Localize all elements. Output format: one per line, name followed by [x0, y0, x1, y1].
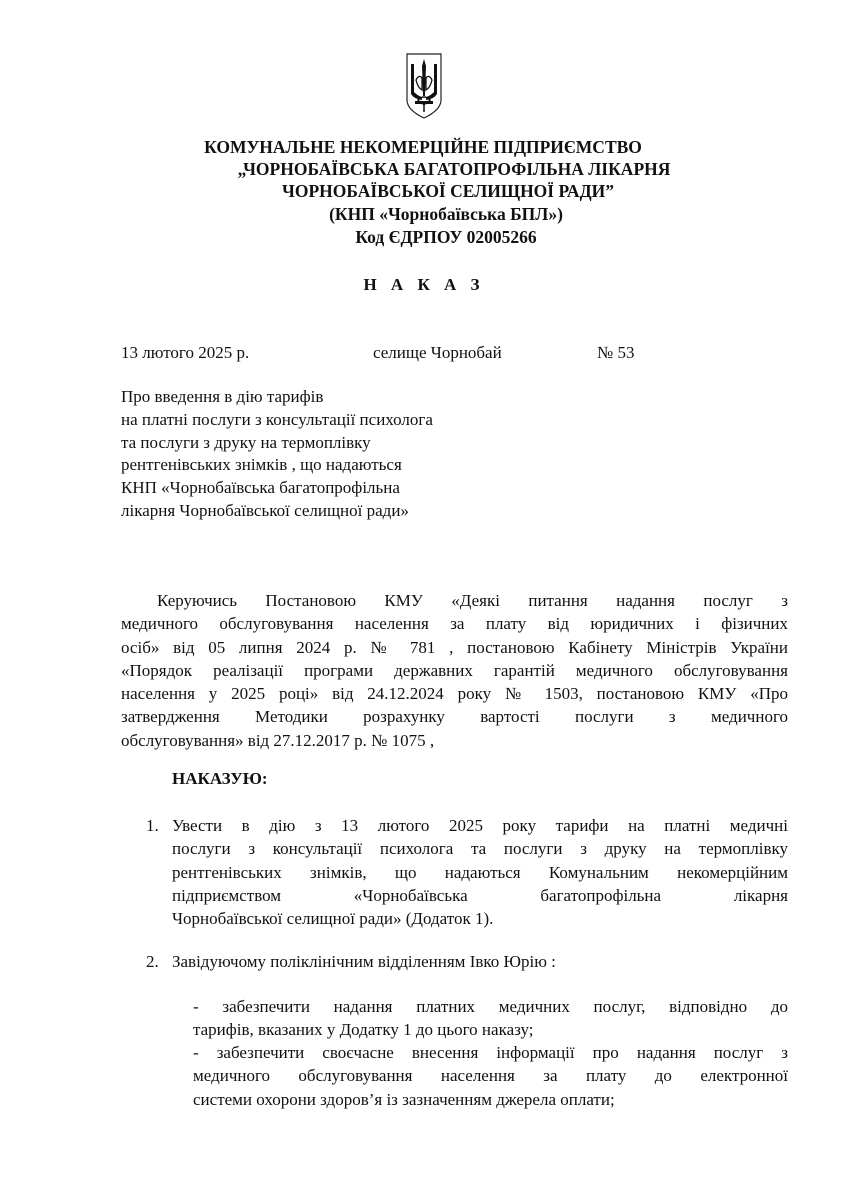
document-title: Н А К А З — [363, 275, 485, 294]
order-subject — [121, 386, 433, 523]
item-line: послуги з консультації психолога та послуги з друку на термоплівку — [172, 839, 788, 859]
subject-line: Про введення в дію тарифів — [121, 387, 324, 406]
item-line: Чорнобаївської селищної ради» (Додаток 1). — [172, 909, 494, 929]
order-number: № 53 — [597, 343, 635, 362]
header-org-type: КОМУНАЛЬНЕ НЕКОМЕРЦІЙНЕ ПІДПРИЄМСТВО — [204, 137, 642, 157]
item-number: 1. — [146, 816, 159, 835]
item-line: рентгенівських знімків, що надаються Комунальним некомерційним — [172, 862, 788, 882]
preamble-line: Керуючись Постановою КМУ «Деякі питання надання послуг з — [157, 591, 788, 610]
subject-line: лікарня Чорнобаївської селищної ради» — [121, 500, 409, 520]
subitem-line: - забезпечити своєчасне внесення інформації про надання послуг з — [193, 1043, 788, 1062]
subject-line: КНП «Чорнобаївська багатопрофільна — [121, 478, 400, 498]
preamble-line: медичного обслуговування населення за плату від юридичних і фізичних — [121, 614, 788, 634]
preamble-line: «Порядок реалізації програми державних гарантій медичного обслуговування — [121, 660, 788, 680]
preamble-line: населення у 2025 році» від 24.12.2024 року № 1503, постановою КМУ «Про — [121, 684, 788, 704]
preamble-line: обслуговування» від 27.12.2017 р. № 1075 , — [121, 730, 435, 750]
preamble-line: затвердження Методики розрахунку вартості послуги з медичного — [121, 707, 788, 727]
preamble-line: осіб» від 05 липня 2024 р. № 781 , постановою Кабінету Міністрів України — [121, 637, 788, 657]
order-subitem-2 — [193, 1041, 788, 1111]
subject-line: та послуги з друку на термоплівку — [121, 432, 371, 452]
item-number: 2. — [146, 952, 159, 971]
header-edrpou-code: Код ЄДРПОУ 02005266 — [355, 227, 537, 247]
preamble-paragraph — [121, 589, 788, 752]
subitem-line: системи охорони здоров’я із зазначенням джерела оплати; — [193, 1089, 615, 1109]
order-date: 13 лютого 2025 р. — [121, 343, 250, 362]
item-text: Завідуючому поліклінічним відділенням Івко Юрію : — [172, 952, 556, 971]
subitem-line: медичного обслуговування населення за плату до електронної — [193, 1066, 788, 1086]
item-text — [172, 814, 788, 930]
item-line: Увести в дію з 13 лютого 2025 року тарифи на платні медичні — [172, 816, 788, 835]
subject-line: рентгенівських знімків , що надаються — [121, 455, 402, 475]
subitem-line: тарифів, вказаних у Додатку 1 до цього наказу; — [193, 1020, 534, 1040]
header-org-short: (КНП «Чорнобаївська БПЛ») — [329, 204, 563, 224]
subitem-line: - забезпечити надання платних медичних послуг, відповідно до — [193, 997, 788, 1016]
order-place: селище Чорнобай — [373, 343, 502, 362]
subject-line: на платні послуги з консультації психолога — [121, 409, 433, 429]
order-subitem-1 — [193, 995, 788, 1042]
header-org-name: „ЧОРНОБАЇВСЬКА БАГАТОПРОФІЛЬНА ЛІКАРНЯ — [237, 159, 671, 179]
header-org-council: ЧОРНОБАЇВСЬКОЇ СЕЛИЩНОЇ РАДИ” — [282, 181, 614, 201]
item-line: підприємством «Чорнобаївська багатопрофільна лікарня — [172, 885, 788, 905]
order-label: НАКАЗУЮ: — [172, 769, 268, 788]
trident-emblem-icon — [404, 50, 444, 120]
